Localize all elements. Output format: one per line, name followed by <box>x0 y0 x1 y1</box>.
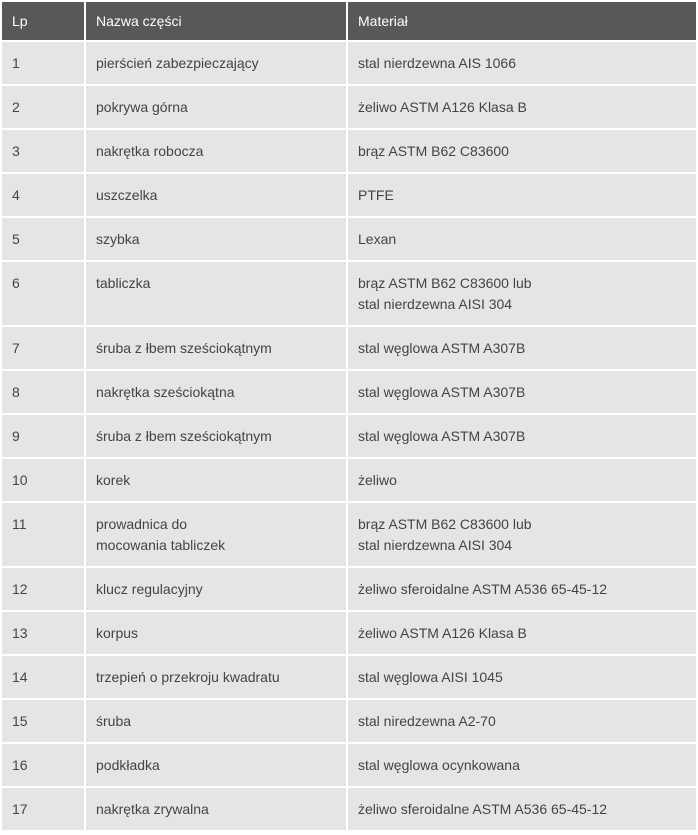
cell-part-name-line: nakrętka zrywalna <box>96 801 209 817</box>
header-lp: Lp <box>2 2 84 40</box>
cell-part-name-line: korpus <box>96 625 139 641</box>
cell-material-line: stal nierdzewna AISI 304 <box>358 537 513 553</box>
cell-lp: 16 <box>2 744 84 786</box>
table-row <box>2 568 696 610</box>
cell-material-line: Lexan <box>358 231 397 247</box>
cell-part-name <box>86 503 346 566</box>
cell-part-name <box>86 612 346 654</box>
cell-part-name <box>86 262 346 325</box>
cell-part-name-line: tabliczka <box>96 275 151 291</box>
table-body <box>2 42 696 830</box>
table-row <box>2 42 696 84</box>
table-row <box>2 656 696 698</box>
cell-lp: 13 <box>2 612 84 654</box>
cell-material-line: żeliwo <box>358 472 397 488</box>
cell-lp: 15 <box>2 700 84 742</box>
cell-lp: 9 <box>2 415 84 457</box>
cell-part-name-line: trzepień o przekroju kwadratu <box>96 669 280 685</box>
table-row <box>2 262 696 325</box>
cell-material-line: brąz ASTM B62 C83600 lub <box>358 275 532 291</box>
cell-lp: 3 <box>2 130 84 172</box>
cell-part-name-line: szybka <box>96 231 140 247</box>
cell-part-name <box>86 744 346 786</box>
cell-lp: 14 <box>2 656 84 698</box>
cell-material <box>348 86 696 128</box>
cell-part-name <box>86 656 346 698</box>
cell-part-name <box>86 218 346 260</box>
cell-material-line: stal węglowa AISI 1045 <box>358 669 503 685</box>
cell-material <box>348 656 696 698</box>
table-row <box>2 86 696 128</box>
cell-material-line: stal węglowa ASTM A307B <box>358 384 526 400</box>
cell-material-line: stal nierdzewna AIS 1066 <box>358 55 516 71</box>
table-row <box>2 744 696 786</box>
cell-lp: 2 <box>2 86 84 128</box>
cell-lp: 7 <box>2 327 84 369</box>
cell-lp: 17 <box>2 788 84 830</box>
cell-part-name <box>86 371 346 413</box>
header-part-name: Nazwa części <box>86 2 346 40</box>
cell-material <box>348 42 696 84</box>
cell-material <box>348 371 696 413</box>
cell-material-line: stal węglowa ocynkowana <box>358 757 520 773</box>
cell-part-name <box>86 700 346 742</box>
cell-part-name-line: prowadnica do <box>96 516 188 532</box>
table-row <box>2 218 696 260</box>
cell-part-name-line: mocowania tabliczek <box>96 537 226 553</box>
table-row <box>2 174 696 216</box>
table-row <box>2 459 696 501</box>
header-row <box>2 2 696 40</box>
cell-part-name-line: śruba z łbem sześciokątnym <box>96 428 272 444</box>
cell-part-name-line: pierścień zabezpieczający <box>96 55 259 71</box>
cell-lp: 4 <box>2 174 84 216</box>
table-row <box>2 415 696 457</box>
cell-material <box>348 218 696 260</box>
cell-material-line: brąz ASTM B62 C83600 <box>358 143 509 159</box>
table-row <box>2 327 696 369</box>
cell-material <box>348 503 696 566</box>
cell-material <box>348 130 696 172</box>
cell-material <box>348 612 696 654</box>
cell-material <box>348 459 696 501</box>
cell-material <box>348 174 696 216</box>
cell-material <box>348 744 696 786</box>
cell-lp: 1 <box>2 42 84 84</box>
cell-part-name <box>86 415 346 457</box>
table-row <box>2 700 696 742</box>
cell-part-name-line: śruba z łbem sześciokątnym <box>96 340 272 356</box>
cell-lp: 8 <box>2 371 84 413</box>
cell-part-name <box>86 459 346 501</box>
table-row <box>2 788 696 830</box>
cell-material-line: żeliwo sferoidalne ASTM A536 65-45-12 <box>358 801 608 817</box>
cell-material-line: stal niredzewna A2-70 <box>358 713 496 729</box>
cell-material <box>348 327 696 369</box>
cell-material <box>348 700 696 742</box>
cell-material-line: stal węglowa ASTM A307B <box>358 340 526 356</box>
cell-material <box>348 415 696 457</box>
cell-material-line: żeliwo sferoidalne ASTM A536 65-45-12 <box>358 581 608 597</box>
cell-part-name-line: klucz regulacyjny <box>96 581 203 597</box>
cell-material-line: stal węglowa ASTM A307B <box>358 428 526 444</box>
cell-part-name <box>86 788 346 830</box>
cell-part-name-line: śruba <box>96 713 132 729</box>
cell-part-name <box>86 86 346 128</box>
table-header <box>2 2 696 40</box>
table-row <box>2 371 696 413</box>
cell-part-name-line: uszczelka <box>96 187 158 203</box>
cell-part-name <box>86 42 346 84</box>
cell-part-name <box>86 174 346 216</box>
table-row <box>2 130 696 172</box>
cell-part-name <box>86 568 346 610</box>
cell-part-name <box>86 327 346 369</box>
cell-lp: 6 <box>2 262 84 325</box>
cell-material-line: stal nierdzewna AISI 304 <box>358 296 513 312</box>
cell-material <box>348 568 696 610</box>
table-row <box>2 612 696 654</box>
cell-part-name-line: nakrętka robocza <box>96 143 204 159</box>
cell-part-name <box>86 130 346 172</box>
table-row <box>2 503 696 566</box>
cell-material-line: żeliwo ASTM A126 Klasa B <box>358 625 527 641</box>
cell-material <box>348 262 696 325</box>
cell-material-line: brąz ASTM B62 C83600 lub <box>358 516 532 532</box>
cell-part-name-line: pokrywa górna <box>96 99 188 115</box>
cell-lp: 10 <box>2 459 84 501</box>
cell-material <box>348 788 696 830</box>
cell-material-line: PTFE <box>358 187 394 203</box>
cell-lp: 5 <box>2 218 84 260</box>
cell-material-line: żeliwo ASTM A126 Klasa B <box>358 99 527 115</box>
header-material: Materiał <box>348 2 696 40</box>
cell-part-name-line: nakrętka sześciokątna <box>96 384 235 400</box>
cell-part-name-line: podkładka <box>96 757 160 773</box>
cell-lp: 11 <box>2 503 84 566</box>
cell-lp: 12 <box>2 568 84 610</box>
cell-part-name-line: korek <box>96 472 131 488</box>
